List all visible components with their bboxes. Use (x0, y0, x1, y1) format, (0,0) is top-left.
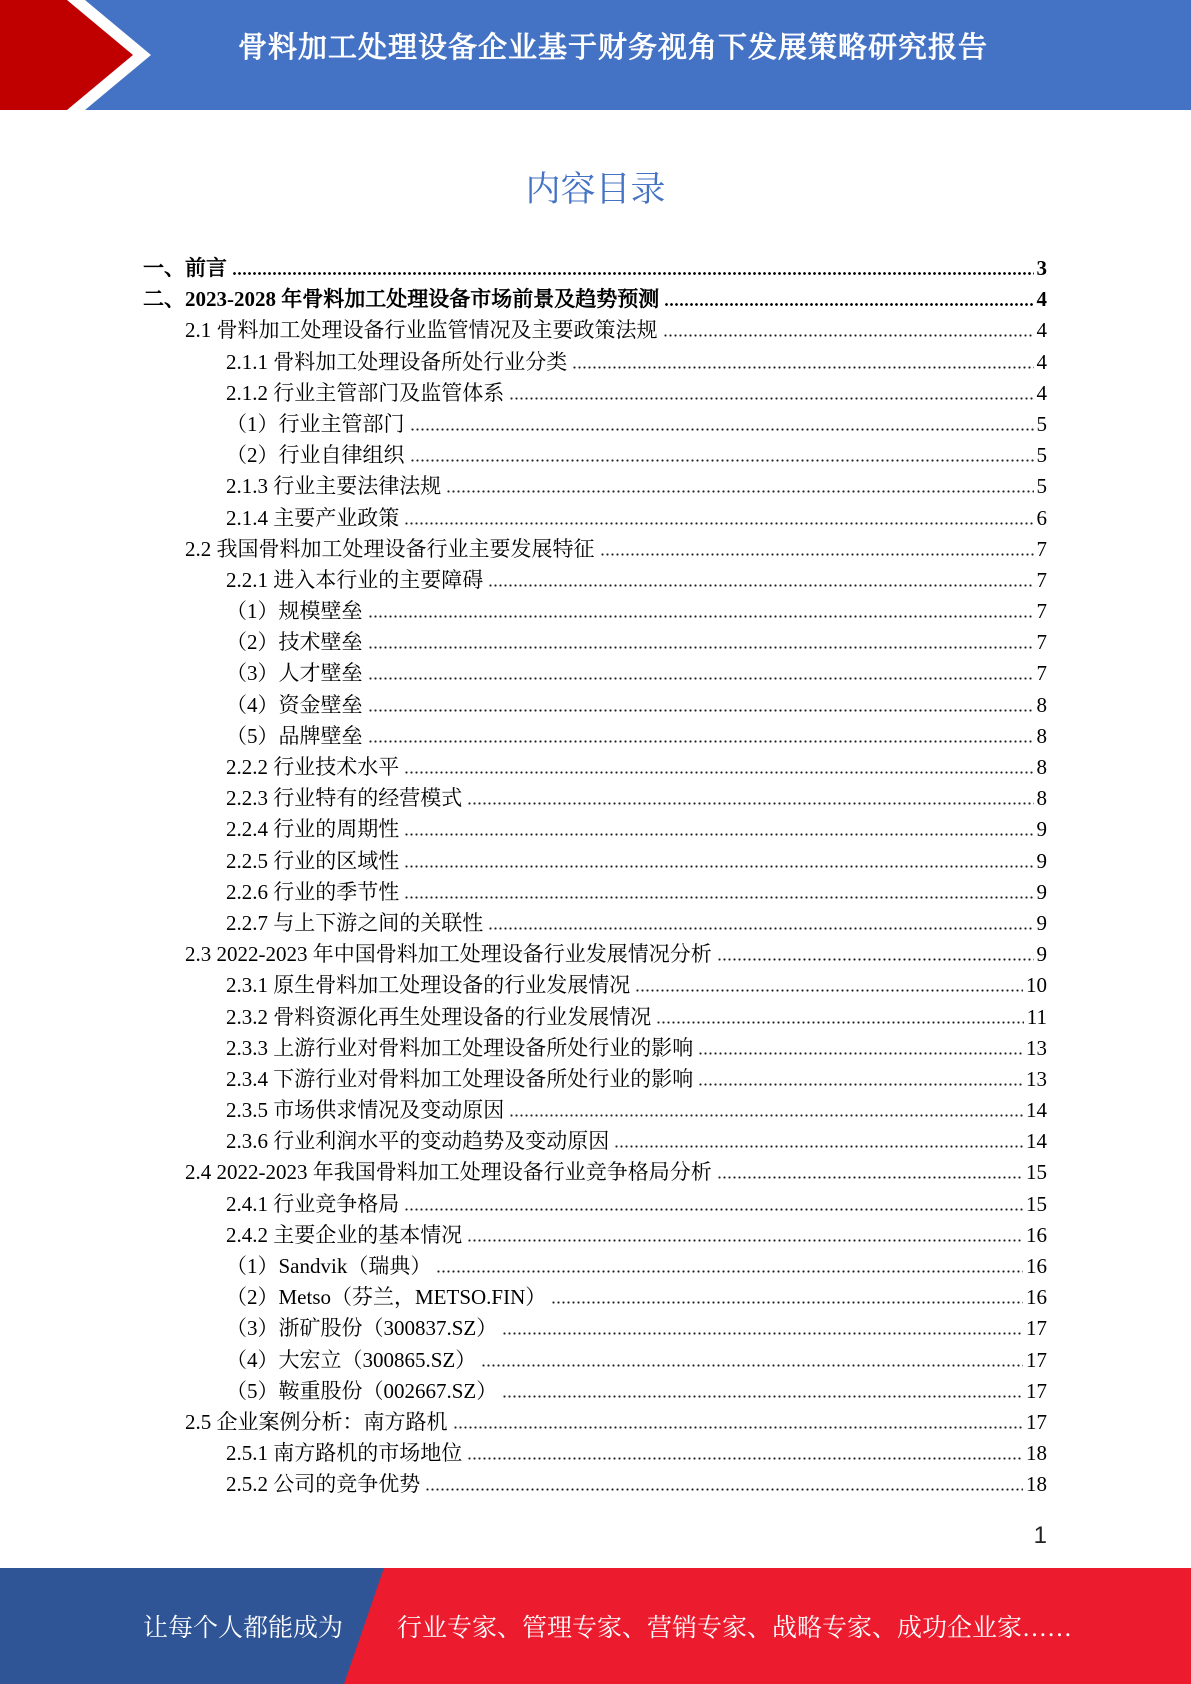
toc-entry-title: 2.2.6 行业的季节性 (226, 879, 400, 904)
toc-entry-title: （2）行业自律组织 (226, 443, 405, 468)
toc-leader-dots (436, 1270, 1023, 1273)
toc-leader-dots (551, 1301, 1023, 1304)
toc-entry-title: 2.3.3 上游行业对骨料加工处理设备所处行业的影响 (226, 1035, 694, 1060)
toc-entry-title: （2）技术壁垒 (226, 630, 363, 655)
toc-entry-page: 9 (1036, 817, 1047, 842)
toc-entry[interactable] (143, 1438, 1047, 1469)
toc-entry-title: 2.2.4 行业的周期性 (226, 817, 400, 842)
toc-entry-page: 3 (1036, 256, 1047, 280)
toc-leader-dots (404, 1208, 1023, 1211)
toc-entry-title: 2.1.3 行业主要法律法规 (226, 474, 442, 499)
toc-entry[interactable] (143, 721, 1047, 752)
toc-entry[interactable] (143, 1002, 1047, 1033)
toc-leader-dots (635, 989, 1023, 992)
toc-entry-title: 一、前言 (143, 256, 227, 280)
footer-banner (0, 1568, 1191, 1684)
toc-entry-page: 4 (1036, 318, 1047, 343)
toc-entry[interactable] (143, 783, 1047, 814)
toc-entry-page: 4 (1036, 349, 1047, 374)
toc-entry[interactable] (143, 378, 1047, 409)
toc-entry-page: 14 (1026, 1129, 1047, 1154)
toc-entry-page: 10 (1026, 973, 1047, 998)
toc-entry-title: 2.4 2022-2023 年我国骨料加工处理设备行业竞争格局分析 (185, 1160, 712, 1185)
toc-leader-dots (509, 1114, 1023, 1117)
toc-entry[interactable] (143, 877, 1047, 908)
toc-entry-title: 2.2 我国骨料加工处理设备行业主要发展特征 (185, 536, 595, 561)
toc-entry-title: （5）鞍重股份（002667.SZ） (226, 1378, 498, 1403)
toc-entry-page: 16 (1026, 1222, 1047, 1247)
toc-entry-page: 17 (1026, 1409, 1047, 1434)
toc-entry-page: 5 (1036, 443, 1047, 468)
toc-leader-dots (368, 740, 1034, 743)
toc-entry[interactable] (143, 471, 1047, 502)
toc-entry-page: 7 (1036, 661, 1047, 686)
toc-entry-title: 2.1.4 主要产业政策 (226, 505, 400, 530)
toc-leader-dots (404, 865, 1033, 868)
toc-leader-dots (467, 802, 1033, 805)
toc-entry[interactable] (143, 1469, 1047, 1500)
toc-entry-page: 15 (1026, 1191, 1047, 1216)
toc-leader-dots (410, 459, 1034, 462)
toc-entry[interactable] (143, 690, 1047, 721)
toc-entry-page: 9 (1036, 848, 1047, 873)
toc-leader-dots (425, 1488, 1023, 1491)
toc-entry-page: 8 (1036, 755, 1047, 779)
toc-leader-dots (404, 771, 1033, 774)
toc-entry[interactable] (143, 503, 1047, 534)
toc-entry-title: 2.5.1 南方路机的市场地位 (226, 1441, 463, 1466)
toc-entry-title: 2.2.3 行业特有的经营模式 (226, 786, 463, 811)
toc-entry-title: 2.3.1 原生骨料加工处理设备的行业发展情况 (226, 973, 631, 998)
toc-entry-page: 8 (1036, 692, 1047, 717)
toc-leader-dots (410, 428, 1034, 431)
toc-leader-dots (368, 677, 1034, 680)
toc-entry-page: 8 (1036, 723, 1047, 748)
toc-leader-dots (446, 490, 1033, 493)
toc-entry[interactable] (143, 1126, 1047, 1157)
toc-entry[interactable] (143, 627, 1047, 658)
toc-leader-dots (614, 1145, 1023, 1148)
toc-entry-title: 2.4.2 主要企业的基本情况 (226, 1222, 463, 1247)
toc-entry-title: （4）大宏立（300865.SZ） (226, 1347, 477, 1372)
toc-entry[interactable] (143, 939, 1047, 970)
report-title: 骨料加工处理设备企业基于财务视角下发展策略研究报告 (237, 32, 988, 64)
toc-entry-page: 5 (1036, 411, 1047, 436)
toc-leader-dots (663, 334, 1034, 337)
toc-entry[interactable] (143, 970, 1047, 1001)
toc-entry[interactable] (143, 1220, 1047, 1251)
toc-entry-title: （5）品牌壁垒 (226, 723, 363, 748)
toc-entry-title: （1）规模壁垒 (226, 599, 363, 624)
toc-leader-dots (481, 1364, 1023, 1367)
toc-entry-title: 2.5 企业案例分析：南方路机 (185, 1409, 448, 1434)
toc-entry-title: 2.2.1 进入本行业的主要障碍 (226, 567, 484, 592)
toc-leader-dots (488, 584, 1033, 587)
toc-entry-page: 13 (1026, 1066, 1047, 1091)
toc-entry-page: 4 (1036, 287, 1047, 312)
toc-entry[interactable] (143, 1282, 1047, 1313)
toc-entry[interactable] (143, 565, 1047, 596)
toc-entry[interactable] (143, 596, 1047, 627)
toc-entry-title: （2）Metso（芬兰，METSO.FIN） (226, 1285, 547, 1310)
toc-entry[interactable] (143, 253, 1047, 284)
toc-entry-page: 7 (1036, 630, 1047, 655)
toc-leader-dots (368, 709, 1034, 712)
toc-entry-title: 2.1 骨料加工处理设备行业监管情况及主要政策法规 (185, 318, 658, 343)
toc-entry[interactable] (143, 846, 1047, 877)
toc-entry-page: 9 (1036, 942, 1047, 967)
toc-entry-page: 16 (1026, 1285, 1047, 1310)
toc-entry-page: 17 (1026, 1316, 1047, 1341)
toc-entry[interactable] (143, 1189, 1047, 1220)
toc-entry-page: 13 (1026, 1035, 1047, 1060)
toc-entry-page: 7 (1036, 567, 1047, 592)
toc-entry[interactable] (143, 284, 1047, 315)
toc-entry-title: （1）行业主管部门 (226, 411, 405, 436)
toc-leader-dots (656, 1021, 1024, 1024)
toc-heading: 内容目录 (525, 170, 666, 209)
toc-entry-page: 4 (1036, 380, 1047, 405)
toc-leader-dots (404, 833, 1033, 836)
toc-entry[interactable] (143, 658, 1047, 689)
toc-leader-dots (509, 397, 1033, 400)
toc-entry-page: 7 (1036, 536, 1047, 561)
toc-leader-dots (404, 896, 1033, 899)
toc-leader-dots (502, 1332, 1023, 1335)
toc-leader-dots (368, 615, 1034, 618)
toc-entry-title: （4）资金壁垒 (226, 692, 363, 717)
toc-entry[interactable] (143, 1157, 1047, 1188)
toc-leader-dots (600, 553, 1034, 556)
toc-leader-dots (572, 366, 1033, 369)
toc-entry-page: 14 (1026, 1098, 1047, 1123)
toc-entry[interactable] (143, 409, 1047, 440)
toc-entry-title: 2.5.2 公司的竞争优势 (226, 1472, 421, 1497)
toc-entry[interactable] (143, 440, 1047, 471)
toc-entry[interactable] (143, 1033, 1047, 1064)
toc-entry-title: （3）人才壁垒 (226, 661, 363, 686)
toc-entry-page: 18 (1026, 1441, 1047, 1466)
toc-entry[interactable] (143, 1345, 1047, 1376)
toc-entry-title: 2.2.2 行业技术水平 (226, 755, 400, 779)
toc-leader-dots (698, 1083, 1023, 1086)
toc-entry[interactable] (143, 1376, 1047, 1407)
toc-entry-page: 15 (1026, 1160, 1047, 1185)
toc-leader-dots (453, 1426, 1024, 1429)
toc-entry[interactable] (143, 347, 1047, 378)
table-of-contents (143, 253, 1047, 1501)
toc-entry-page: 17 (1026, 1378, 1047, 1403)
toc-entry[interactable] (143, 752, 1047, 783)
toc-leader-dots (467, 1239, 1023, 1242)
toc-entry-title: 2.1.1 骨料加工处理设备所处行业分类 (226, 349, 568, 374)
toc-leader-dots (404, 522, 1033, 525)
toc-entry[interactable] (143, 908, 1047, 939)
toc-entry-title: 2.3.2 骨料资源化再生处理设备的行业发展情况 (226, 1004, 652, 1029)
toc-entry-page: 16 (1026, 1254, 1047, 1278)
toc-entry-page: 9 (1036, 910, 1047, 935)
toc-entry-page: 11 (1026, 1004, 1047, 1029)
toc-leader-dots (717, 1176, 1023, 1179)
toc-leader-dots (698, 1052, 1023, 1055)
toc-entry-page: 8 (1036, 786, 1047, 811)
toc-entry-page: 17 (1026, 1347, 1047, 1372)
toc-entry-page: 7 (1036, 599, 1047, 624)
toc-entry-page: 9 (1036, 879, 1047, 904)
toc-entry[interactable] (143, 1313, 1047, 1344)
toc-leader-dots (232, 272, 1034, 275)
toc-leader-dots (502, 1395, 1023, 1398)
toc-leader-dots (467, 1457, 1023, 1460)
toc-entry[interactable] (143, 534, 1047, 565)
toc-entry-title: 2.3.5 市场供求情况及变动原因 (226, 1098, 505, 1123)
page-number: 1 (1033, 1522, 1047, 1549)
toc-leader-dots (717, 958, 1034, 961)
toc-entry-title: 2.1.2 行业主管部门及监管体系 (226, 380, 505, 405)
toc-entry-page: 6 (1036, 505, 1047, 530)
toc-entry-page: 18 (1026, 1472, 1047, 1497)
header-banner (0, 0, 1191, 110)
toc-entry[interactable] (143, 1251, 1047, 1282)
footer-tagline: 让每个人都能成为 (143, 1615, 344, 1642)
toc-entry-title: 2.4.1 行业竞争格局 (226, 1191, 400, 1216)
toc-entry-title: 二、2023-2028 年骨料加工处理设备市场前景及趋势预测 (143, 287, 660, 312)
footer-roles: 行业专家、管理专家、营销专家、战略专家、成功企业家…… (397, 1615, 1073, 1642)
toc-entry[interactable] (143, 1095, 1047, 1126)
toc-entry[interactable] (143, 814, 1047, 845)
toc-entry[interactable] (143, 315, 1047, 346)
toc-entry-title: 2.3 2022-2023 年中国骨料加工处理设备行业发展情况分析 (185, 942, 712, 967)
toc-entry-title: 2.2.5 行业的区域性 (226, 848, 400, 873)
toc-leader-dots (664, 303, 1033, 306)
toc-entry[interactable] (143, 1064, 1047, 1095)
toc-entry-page: 5 (1036, 474, 1047, 499)
toc-entry-title: 2.2.7 与上下游之间的关联性 (226, 910, 484, 935)
toc-entry-title: （3）浙矿股份（300837.SZ） (226, 1316, 498, 1341)
toc-entry-title: 2.3.4 下游行业对骨料加工处理设备所处行业的影响 (226, 1066, 694, 1091)
toc-entry-title: （1）Sandvik（瑞典） (226, 1254, 432, 1278)
toc-entry-title: 2.3.6 行业利润水平的变动趋势及变动原因 (226, 1129, 610, 1154)
toc-leader-dots (368, 646, 1034, 649)
toc-entry[interactable] (143, 1407, 1047, 1438)
toc-leader-dots (488, 927, 1033, 930)
